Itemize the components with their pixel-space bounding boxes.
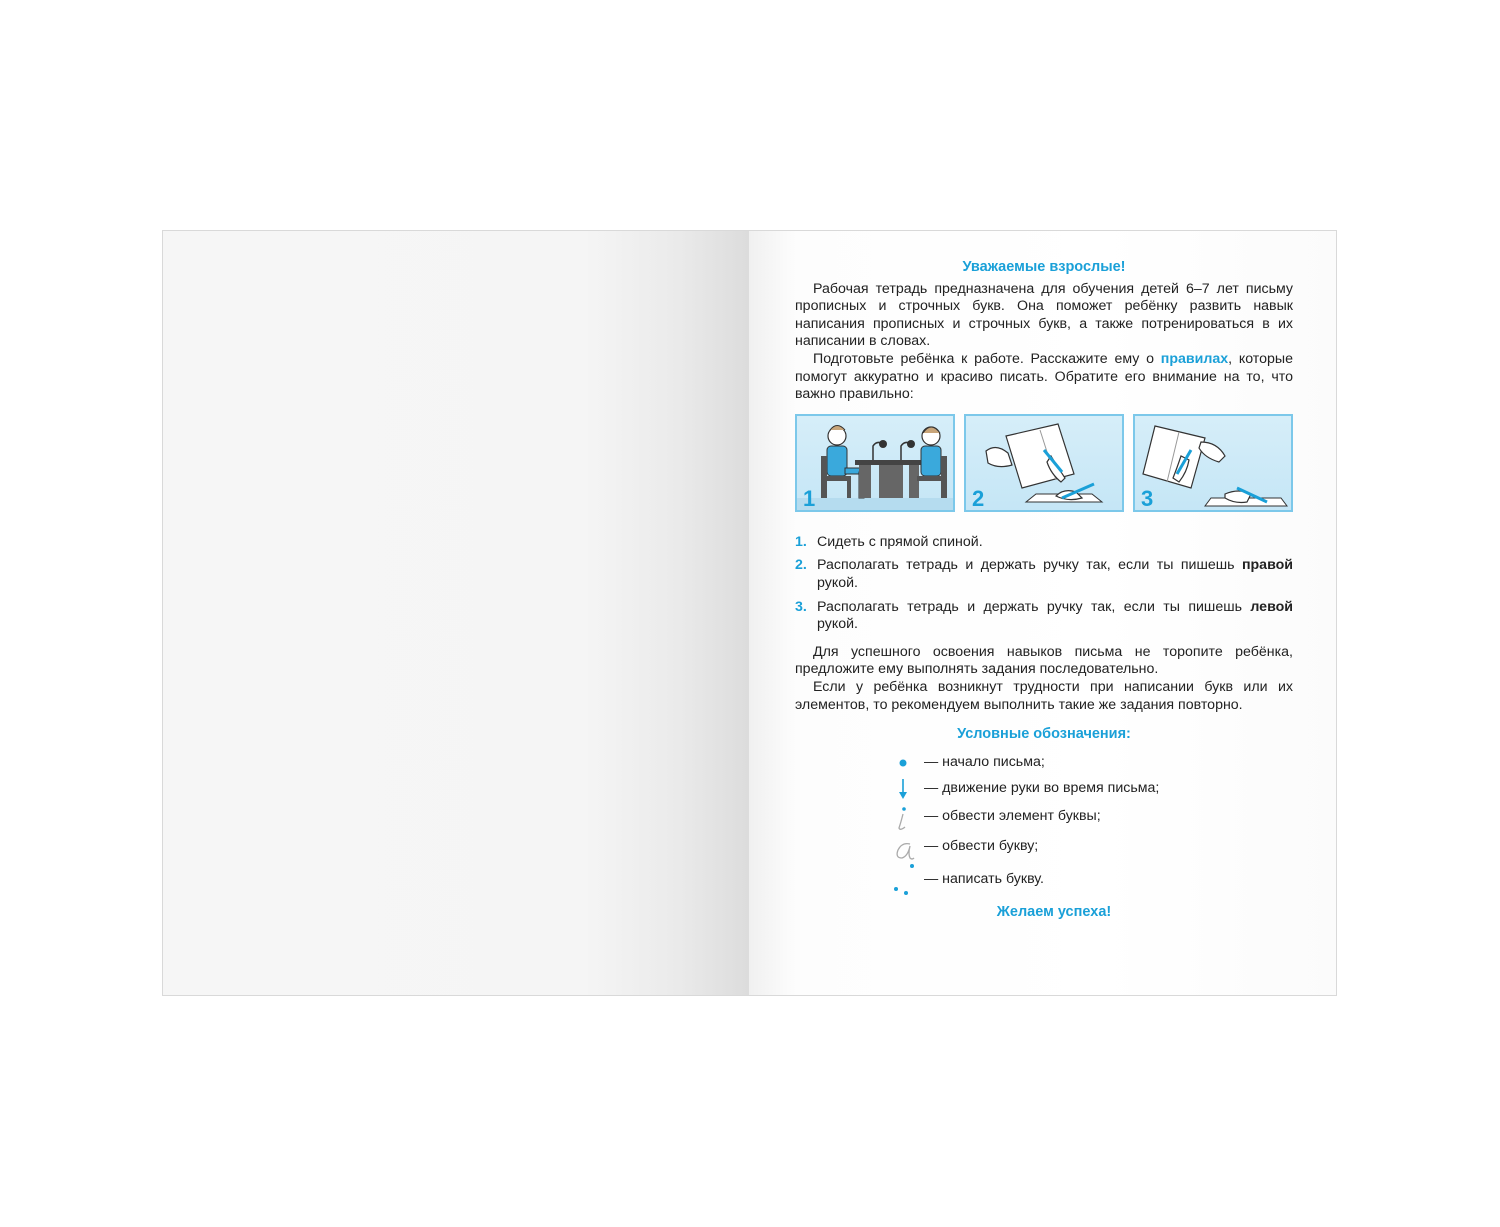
rule-text-body: Располагать тетрадь и держать ручку так, если ты пишешь — [817, 598, 1251, 615]
rule-text — [817, 534, 1293, 552]
booklet-spread — [162, 230, 1337, 996]
picture-3 — [1133, 414, 1293, 512]
intro-paragraph: Рабочая тетрадь предназначена для обучения детей 6–7 лет письму прописных и строчных букв. Она поможет ребёнку развить навык написания прописных и строчных букв, а также потренироваться в их написании в словах. — [795, 280, 1293, 350]
dot-icon — [890, 750, 924, 776]
left-hand-writing-icon — [1135, 416, 1291, 510]
three-dots-icon — [890, 862, 924, 898]
rule-text — [817, 599, 1293, 634]
legend-heading: Условные обозначения: — [957, 726, 1131, 743]
down-arrow-icon — [890, 776, 924, 802]
legend-text: — движение руки во время письма; — [924, 779, 1160, 796]
left-page — [163, 231, 749, 995]
picture-number: 2 — [972, 486, 985, 512]
page-heading: Уважаемые взрослые! — [962, 259, 1126, 275]
picture-number: 3 — [1141, 486, 1154, 512]
prepare-text-tail: , которые помогут аккуратно и красиво писать. Обратите его внимание на то, что важно правильно: — [795, 350, 1293, 403]
legend — [890, 750, 1293, 898]
legend-row — [890, 776, 1293, 802]
rule-text-tail: рукой. — [817, 616, 858, 633]
advice-paragraph-2: Если у ребёнка возникнут трудности при написании букв или их элементов, то рекомендуем выполнить такие же задания повторно. — [795, 678, 1293, 713]
picture-2 — [964, 414, 1124, 512]
rule-text-body: Сидеть с прямой спиной. — [817, 533, 983, 550]
legend-row — [890, 832, 1293, 862]
rule-item — [795, 599, 1293, 634]
right-hand-writing-icon — [966, 416, 1122, 510]
page-content — [795, 251, 1293, 921]
legend-text: — начало письма; — [924, 753, 1045, 770]
rule-text-tail: рукой. — [817, 574, 858, 591]
legend-text: — написать букву. — [924, 870, 1044, 887]
legend-row — [890, 802, 1293, 832]
legend-text: — обвести элемент буквы; — [924, 807, 1101, 824]
rule-bold-word: левой — [1250, 598, 1293, 615]
picture-1 — [795, 414, 955, 512]
trace-letter-icon — [890, 834, 924, 860]
rule-number: 3. — [795, 598, 807, 615]
rule-number: 2. — [795, 557, 807, 574]
rules-highlight: правилах — [1160, 350, 1229, 367]
legend-row — [890, 750, 1293, 776]
prepare-paragraph — [795, 351, 1293, 404]
rule-bold-word: правой — [1241, 557, 1293, 574]
rules-list — [795, 534, 1293, 634]
rule-text-body: Располагать тетрадь и держать ручку так, если ты пишешь — [817, 557, 1242, 574]
letter-element-icon — [890, 804, 924, 830]
rule-number: 1. — [795, 533, 807, 550]
prepare-text: Подготовьте ребёнка к работе. Расскажите ему о — [813, 350, 1161, 367]
children-at-desk-icon — [797, 416, 953, 510]
rule-item — [795, 557, 1293, 592]
illustrations — [795, 414, 1293, 512]
rule-text — [817, 557, 1293, 592]
legend-row — [890, 862, 1293, 898]
advice-paragraph-1: Для успешного освоения навыков письма не торопите ребёнка, предложите ему выполнять задания последовательно. — [795, 643, 1293, 678]
picture-number: 1 — [803, 486, 816, 512]
legend-text: — обвести букву; — [924, 837, 1039, 854]
rule-item — [795, 534, 1293, 552]
closing-wish: Желаем успеха! — [996, 903, 1112, 920]
